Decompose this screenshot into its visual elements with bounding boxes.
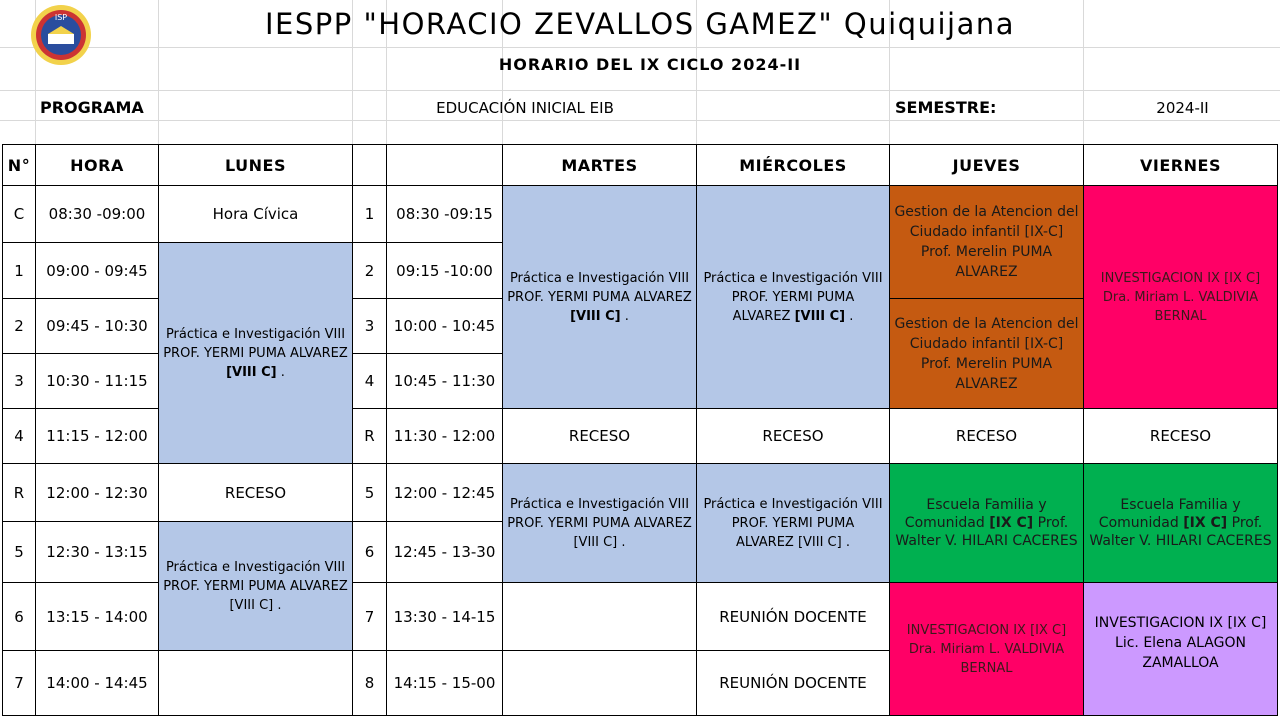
- lunes-empty-cell: [158, 650, 353, 716]
- right-row-number: 2: [352, 242, 387, 299]
- col-header-martes: MARTES: [502, 144, 697, 186]
- lunes-practica-block-2: Práctica e Investigación VIII PROF. YERMI PUMA ALVAREZ [VIII C] .: [158, 521, 353, 651]
- right-row-number: 6: [352, 521, 387, 583]
- left-row-time: 09:45 - 10:30: [35, 298, 159, 354]
- martes-receso: RECESO: [502, 408, 697, 464]
- col-header-hora: HORA: [35, 144, 159, 186]
- lunes-receso: RECESO: [158, 463, 353, 522]
- right-row-number: R: [352, 408, 387, 464]
- lunes-hora-civica: Hora Cívica: [158, 185, 353, 243]
- schedule-subtitle: HORARIO DEL IX CICLO 2024-II: [498, 55, 802, 74]
- martes-empty-cell: [502, 582, 697, 651]
- left-row-number: R: [2, 463, 36, 522]
- left-row-time: 11:15 - 12:00: [35, 408, 159, 464]
- svg-text:ISP: ISP: [54, 13, 68, 22]
- miercoles-reunion-docente: REUNIÓN DOCENTE: [696, 582, 890, 651]
- left-row-number: C: [2, 185, 36, 243]
- left-row-time: 13:15 - 14:00: [35, 582, 159, 651]
- martes-empty-cell: [502, 650, 697, 716]
- programa-value: EDUCACIÓN INICIAL EIB: [436, 99, 614, 117]
- right-row-time: 13:30 - 14-15: [386, 582, 503, 651]
- right-row-time: 10:00 - 10:45: [386, 298, 503, 354]
- lunes-practica-block-1: Práctica e Investigación VIII PROF. YERMI PUMA ALVAREZ [VIII C] .: [158, 242, 353, 464]
- left-row-time: 12:00 - 12:30: [35, 463, 159, 522]
- col-header-jueves: JUEVES: [889, 144, 1084, 186]
- col-header-viernes: VIERNES: [1083, 144, 1278, 186]
- left-row-time: 10:30 - 11:15: [35, 353, 159, 409]
- left-row-time: 09:00 - 09:45: [35, 242, 159, 299]
- left-row-time: 14:00 - 14:45: [35, 650, 159, 716]
- right-row-time: 08:30 -09:15: [386, 185, 503, 243]
- left-row-time: 08:30 -09:00: [35, 185, 159, 243]
- right-row-number: 1: [352, 185, 387, 243]
- right-row-time: 09:15 -10:00: [386, 242, 503, 299]
- jueves-gestion-block-2: Gestion de la Atencion del Ciudado infantil [IX-C] Prof. Merelin PUMA ALVAREZ: [889, 298, 1084, 409]
- right-row-time: 12:00 - 12:45: [386, 463, 503, 522]
- left-row-number: 5: [2, 521, 36, 583]
- martes-practica-block-2: Práctica e Investigación VIII PROF. YERMI PUMA ALVAREZ [VIII C] .: [502, 463, 697, 583]
- miercoles-practica-block-1: Práctica e Investigación VIII PROF. YERMI PUMA ALVAREZ [VIII C] .: [696, 185, 890, 409]
- viernes-investigacion-block-2: INVESTIGACION IX [IX C] Lic. Elena ALAGON ZAMALLOA: [1083, 582, 1278, 716]
- left-row-number: 4: [2, 408, 36, 464]
- col-header-lunes: LUNES: [158, 144, 353, 186]
- left-row-number: 2: [2, 298, 36, 354]
- right-row-number: 7: [352, 582, 387, 651]
- semestre-label: SEMESTRE:: [895, 98, 997, 117]
- viernes-escuela-familia: Escuela Familia y Comunidad [IX C] Prof. Walter V. HILARI CACERES: [1083, 463, 1278, 583]
- martes-practica-block-1: Práctica e Investigación VIII PROF. YERMI PUMA ALVAREZ [VIII C] .: [502, 185, 697, 409]
- miercoles-reunion-docente: REUNIÓN DOCENTE: [696, 650, 890, 716]
- page-title: IESPP "HORACIO ZEVALLOS GAMEZ" Quiquijana: [264, 7, 1015, 41]
- left-row-time: 12:30 - 13:15: [35, 521, 159, 583]
- col-header-num: N°: [2, 144, 36, 186]
- right-row-time: 14:15 - 15-00: [386, 650, 503, 716]
- left-row-number: 7: [2, 650, 36, 716]
- jueves-escuela-familia: Escuela Familia y Comunidad [IX C] Prof. Walter V. HILARI CACERES: [889, 463, 1084, 583]
- col-header-miercoles: MIÉRCOLES: [696, 144, 890, 186]
- viernes-investigacion-block-1: INVESTIGACION IX [IX C] Dra. Miriam L. VALDIVIA BERNAL: [1083, 185, 1278, 409]
- right-row-number: 3: [352, 298, 387, 354]
- semestre-value: 2024-II: [1156, 99, 1209, 117]
- jueves-receso: RECESO: [889, 408, 1084, 464]
- programa-label: PROGRAMA: [40, 98, 144, 117]
- col-header-num2: [352, 144, 387, 186]
- miercoles-receso: RECESO: [696, 408, 890, 464]
- right-row-number: 5: [352, 463, 387, 522]
- institution-logo: [30, 4, 92, 66]
- miercoles-practica-block-2: Práctica e Investigación VIII PROF. YERMI PUMA ALVAREZ [VIII C] .: [696, 463, 890, 583]
- right-row-time: 12:45 - 13-30: [386, 521, 503, 583]
- left-row-number: 3: [2, 353, 36, 409]
- right-row-time: 11:30 - 12:00: [386, 408, 503, 464]
- col-header-hora2: [386, 144, 503, 186]
- left-row-number: 6: [2, 582, 36, 651]
- left-row-number: 1: [2, 242, 36, 299]
- right-row-time: 10:45 - 11:30: [386, 353, 503, 409]
- jueves-investigacion: INVESTIGACION IX [IX C] Dra. Miriam L. VALDIVIA BERNAL: [889, 582, 1084, 716]
- right-row-number: 8: [352, 650, 387, 716]
- right-row-number: 4: [352, 353, 387, 409]
- viernes-receso: RECESO: [1083, 408, 1278, 464]
- jueves-gestion-block-1: Gestion de la Atencion del Ciudado infantil [IX-C] Prof. Merelin PUMA ALVAREZ: [889, 185, 1084, 299]
